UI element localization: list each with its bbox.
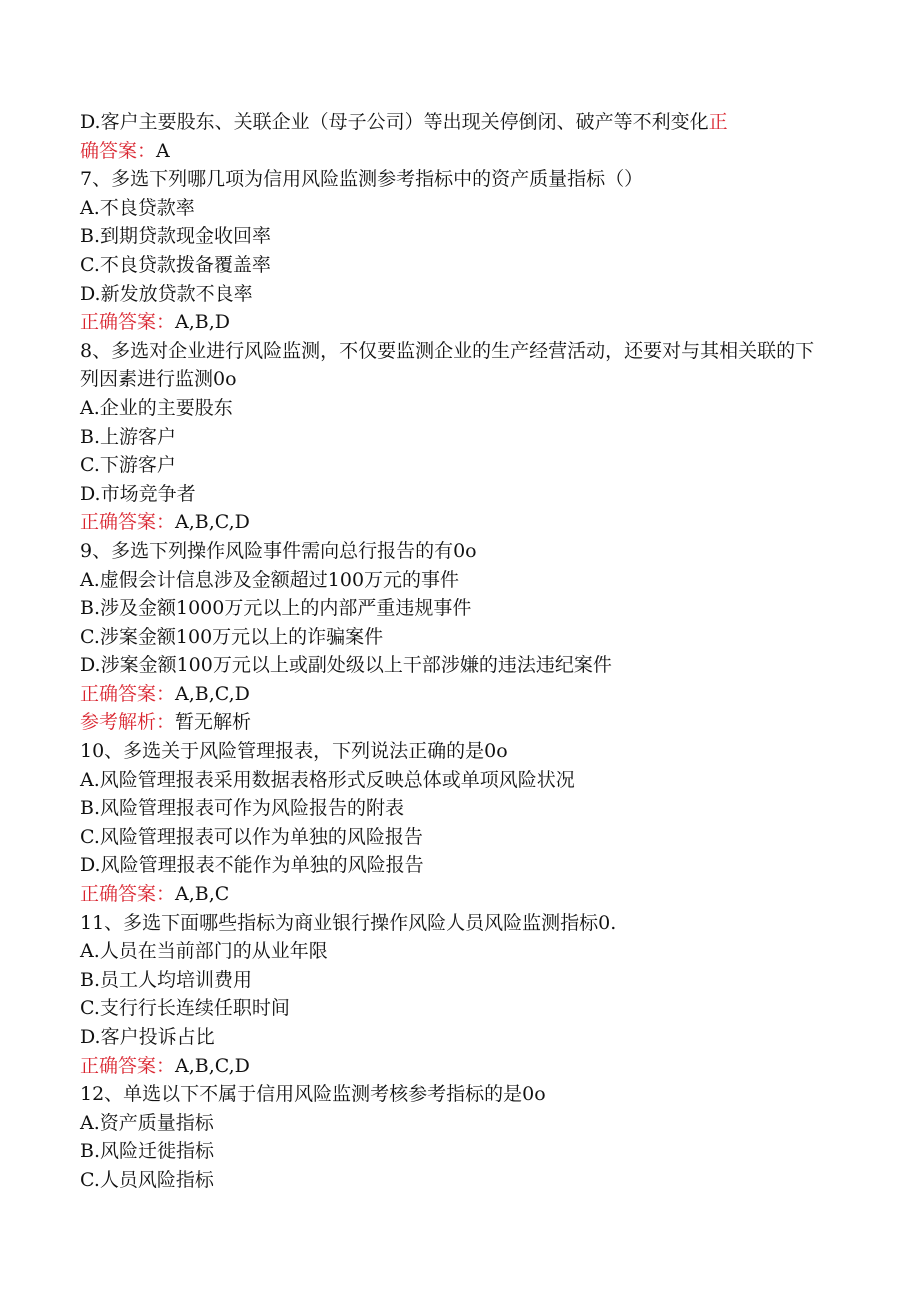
answer-line <box>80 508 830 537</box>
answer-label: 正确答案： <box>80 682 176 705</box>
option: D.市场竞争者 <box>80 482 196 505</box>
analysis-label: 参考解析： <box>80 711 176 734</box>
option: B.涉及金额1000万元以上的内部严重违规事件 <box>80 597 472 620</box>
option: C.风险管理报表可以作为单独的风险报告 <box>80 825 423 848</box>
analysis-line <box>80 708 830 737</box>
question-stem: 10、多选关于风险管理报表，下列说法正确的是0o <box>80 740 508 763</box>
option: A.资产质量指标 <box>80 1111 214 1134</box>
document-page <box>80 108 830 1195</box>
option: B.到期贷款现金收回率 <box>80 225 272 248</box>
answer-value: A,B,C <box>175 883 230 906</box>
lead-option-d <box>80 108 830 137</box>
question-stem: 8、多选对企业进行风险监测，不仅要监测企业的生产经营活动，还要对与其相关联的下列因素进行监测0o <box>80 339 815 391</box>
answer-label: 正确答案： <box>80 511 176 534</box>
question-stem: 9、多选下列操作风险事件需向总行报告的有0o <box>80 539 477 562</box>
option: D.风险管理报表不能作为单独的风险报告 <box>80 854 424 877</box>
option: A.人员在当前部门的从业年限 <box>80 940 328 963</box>
analysis-value: 暂无解析 <box>175 711 252 734</box>
option: A.虚假会计信息涉及金额超过100万元的事件 <box>80 568 460 591</box>
question-stem: 11、多选下面哪些指标为商业银行操作风险人员风险监测指标0. <box>80 911 617 934</box>
option: D.新发放贷款不良率 <box>80 282 253 305</box>
question-stem: 7、多选下列哪几项为信用风险监测参考指标中的资产质量指标（） <box>80 168 644 191</box>
answer-line <box>80 308 830 337</box>
answer-value: A,B,C,D <box>175 511 250 534</box>
option: C.人员风险指标 <box>80 1168 214 1191</box>
answer-value: A,B,C,D <box>175 1054 250 1077</box>
answer-line <box>80 680 830 709</box>
option: A.企业的主要股东 <box>80 396 233 419</box>
answer-line <box>80 880 830 909</box>
answer-value: A,B,D <box>175 311 231 334</box>
lead-answer <box>80 137 830 166</box>
option: A.不良贷款率 <box>80 196 195 219</box>
option: A.风险管理报表采用数据表格形式反映总体或单项风险状况 <box>80 768 575 791</box>
option: B.风险管理报表可作为风险报告的附表 <box>80 797 405 820</box>
answer-line <box>80 1052 830 1081</box>
answer-label: 正确答案： <box>80 1054 176 1077</box>
answer-label: 正确答案： <box>80 883 176 906</box>
answer-label: 确答案： <box>80 139 157 162</box>
option: D.客户投诉占比 <box>80 1026 215 1048</box>
option: C.支行行长连续任职时间 <box>80 997 290 1020</box>
option: C.下游客户 <box>80 454 176 477</box>
answer-value: A <box>156 139 170 162</box>
option: B.风险迁徙指标 <box>80 1140 215 1163</box>
option-text: D.客户主要股东、关联企业（母子公司）等出现关停倒闭、破产等不利变化 <box>80 111 709 133</box>
option: B.员工人均培训费用 <box>80 968 253 991</box>
option: C.涉案金额100万元以上的诈骗案件 <box>80 625 384 648</box>
answer-label: 正确答案： <box>80 311 176 334</box>
question-stem: 12、单选以下不属于信用风险监测考核参考指标的是0o <box>80 1083 546 1106</box>
option: D.涉案金额100万元以上或副处级以上干部涉嫌的违法违纪案件 <box>80 654 612 677</box>
option: C.不良贷款拨备覆盖率 <box>80 253 271 276</box>
answer-label: 正 <box>708 111 728 133</box>
answer-value: A,B,C,D <box>175 682 250 705</box>
option: B.上游客户 <box>80 425 177 448</box>
